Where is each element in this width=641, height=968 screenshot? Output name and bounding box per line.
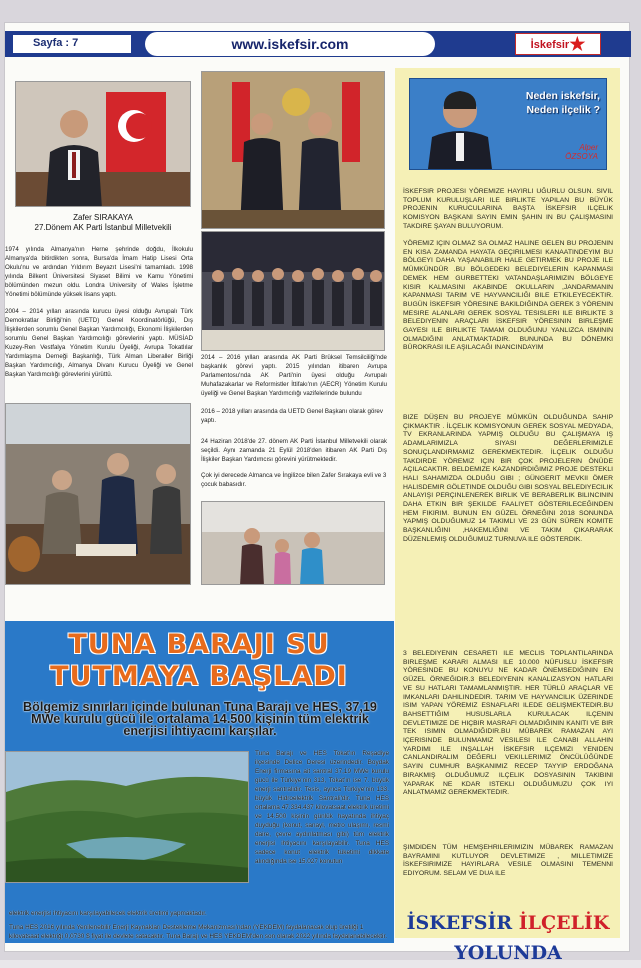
opinion-paragraph-4: 3 BELEDIYENIN CESARETI ILE MECLIS TOPLANTILARINDA BIRLEŞME KARARI ALMASI ILE 10.000 NÜFUSLU İSKEFSIR YÖRESINDE BU KONUYU NE KADAR ÖNEMSEDIĞININ EN GÜZEL ÖRNEĞIDIR.3 BELEDIYENIN KANALIZASYON HATLARI VE SU HATLARI TAMAMLANMIŞTIR. HER TÜRLÜ ARAÇLAR VE IMKANLARI DAHILINDEDIR. TARIM VE HAYVANCILIK ÜZERINDE ISIM YAPAN YÖREMIZ ESNAFLARI ILEDE GELIŞMEKTEDIR.BU BAHSETTIĞIM HUSUSLARLA KURULACAK ILÇENIN DEVLETIMIZE DE HIÇBIR MASRAFI OLMADIĞININ KANITI VE BIR TEK ISIMIN OLMADIĞIDIR.BU MÜBAREK RAMAZAN AYI IÇERISINDE BULUNMAMIZ VESILESI ILE CANABI ALLAHIN YARDIMI ILE INŞALLAH İSKEFSIR ILÇEMIZI YENIDEN CANLANDIRALIM DEĞERLI VEKILLERIMIZ ÖNCÜLÜĞÜNDE SAYIN CUMHUR BAŞKANIMIZ RECEP TAYYIP ERDOĞANA BIRAKMIŞ OLDUĞUMUZ ILÇELIK DOSYASININ TAKIBINI YAPARAK NE KDAR ISTEKLI OLDUĞUMUZU ÇOK IYI ANLATMAMIZ GEREKMEKTEDIR.: [403, 650, 613, 797]
group-photo: [201, 231, 385, 351]
person-name: Zafer SIRAKAYA: [73, 213, 133, 222]
page-number: Sayfa : 7: [13, 35, 131, 53]
banner-question-2: Neden ilçelik ?: [526, 104, 600, 116]
headline-line-1: TUNA BARAJI SU: [68, 629, 330, 660]
slogan-part-1: İSKEFSİR: [406, 912, 519, 934]
header-bar: [5, 31, 631, 57]
opinion-column: [395, 68, 620, 938]
opinion-paragraph-3: BIZE DÜŞEN BU PROJEYE MÜMKÜN OLDUĞUNDA SAHIP ÇIKMAKTIR . İLÇELIK KOMISYONUN GEREK SOSYAL MEDYADA, TV EKRANLARINDA YAPMIŞ OLDUĞU BU ÇALIŞMAYA IŞ ADAMLARIMIZLA SIYASI DEĞERLERIMIZLE SONUÇLANDIRMAMIZ GEREKMEKTEDIR. İLÇELIK OLDUĞU TAKDIRDE YÖREMIZ IÇIN BIR ÇOK PROJELERIN ÖNÜDE AÇILACAKTIR. BELDEMIZE KAZANDIRDIĞIMIZ PROJE DESTEKLI HALI SAHAMIZDA OLDUĞU GIBI ; GÜNGERIT MEVKII ÖMER HALISDEMIR GÖLETINDE OLDUĞU GIBI SOSYAL BELEDIYECILIK ANLAYIŞI PERÇINLENEREK BIRLIK VE BERABERLIK BILINCININ DAHA ETKIN BIR ŞEKILDE FAALIYET GÖSTERILECEĞINDEN HEM FIKIRIM. BUNUN EN GÜZEL ÖRNEĞINI 2018 SONUNDA YAPMIŞ OLDUĞUMUZ 14 TAKIMLI VE 23 GÜN SÜREN KOMITE BAŞKANLIĞINI ,HAKEMLIĞINI VE TAKIM ÇIKARARAK DÜZENLEMIŞ OLDUĞUMUZ TURNUVA ILE GÖSTERDIK.: [403, 414, 613, 543]
tuna-dam-article: [5, 621, 394, 943]
dam-landscape-photo: [5, 751, 249, 883]
opinion-paragraph-1: İSKEFSIR PROJESI YÖREMIZE HAYIRLI UĞURLU OLSUN. SIVIL TOPLUM KURULUŞLARI ILE BIRLIKTE YAPILAN BU BÜYÜK PROJENIN KURUCULARINA BAŞTA İSKEFSIR ILÇELIK KOMISYON BAŞKANI SAYIN EMIN ŞAHIN IN BU ÇALIŞMASINI TAKDIRE ŞAYAN BULUYORUM.: [403, 188, 613, 230]
market-photo: [5, 403, 191, 585]
bio-paragraph-5: 24 Haziran 2018'de 27. dönem AK Parti İstanbul Milletvekili olarak seçildi. Aynı zamanda 21 Eylül 2018'den itibaren AK Parti Dış İlişkiler Başkan Yardımcısı görevini yürütmektedir.: [201, 438, 387, 463]
children-photo: [201, 501, 385, 585]
bio-paragraph-1: 1974 yılında Almanya'nın Herne şehrinde doğdu, İlkokulu Almanya'da bitirdikten sonra, Bursa'da İmam Hatip Lisesi Orta Okulu'nu ve ardından Yıldırım Beyazıt Lisesi'ni tamamladı. 1998 yılında Bilkent Üniversitesi Siyaset Bilimi ve Kamu Yönetimi bölümünden mezun oldu. Londra University of Wales İşletme Yönetimi bölümünde yüksek lisans yaptı.: [5, 246, 193, 298]
article-body-2: elektrik enerjisi ihtiyacını karşılayabilecek elektrik üretimi yapmaktadır.: [9, 910, 207, 917]
bio-paragraph-4: 2016 – 2018 yılları arasında da UETD Genel Başkanı olarak görev yaptı.: [201, 408, 383, 424]
star-icon: ★: [569, 34, 586, 54]
iskefsir-logo: [515, 33, 601, 55]
bio-paragraph-3: 2014 – 2016 yılları arasında AK Parti Brüksel Temsilciliği'nde başkanlık görevi yaptı. 2015 yılından itibaren Avrupa Parlamentosu'nda AK Parti'nin üyesi olduğu Avrupalı Muhafazakarlar ve Reformistler İttifakı'nın (AECR) Yönetim Kurulu üyeliği ve Genel Başkan Yardımcılığı vazifelerinde bulundu: [201, 354, 387, 397]
slogan: [397, 908, 619, 964]
headline-line-2: TUTMAYA BAŞLADI: [50, 661, 348, 692]
logo-text: İskefsir: [530, 39, 570, 51]
author-banner: [409, 78, 607, 170]
bio-paragraph-2: 2004 – 2014 yılları arasında kurucu üyesi olduğu Avrupalı Türk Demokratlar Birliği'nin (UETD) Genel Koordinatörlüğü, Dış İlişkilerden sorumlu Genel Başkan Yardımcılığı, Ekonomi İlişkilerden sorumlu Genel Başkan Yardımcılığı görevlerini yaptı. MÜSİAD Kuzey-Ren Vestfalya Yönetim Kurulu Üyeliği, Avrupa Tokatlılar Yardımlaşma Derneği Başkanlığı, Türk Alman Liberaller Birliği Başkan Yardımcılığı, Almanya Divanı Kurucu Üyeliği ve Genel Başkan Yardımcılığı görevlerini yürüttü.: [5, 308, 193, 378]
author-photo: [420, 79, 500, 169]
opinion-paragraph-2: YÖREMIZ IÇIN OLMAZ SA OLMAZ HALINE GELEN BU PROJENIN EN KISA ZAMANDA HAYATA GEÇIRILMESI KANAATINDEYIM BU BÖLGEYI DAHA YAŞANABILIR HALE GETIRMEK BU PROJE ILE MÜMKÜNDÜR .BU BÖLGEDEKI BELEDIYELERIN KAPANMASI DEMEK HEM GURBETTEKI VATANDAŞLARIMIZIN BÖLGEYE KISIR KALMASINI AKABINDE OKULLARIN ,JANDARMANIN KAPANMASI TARIM VE HAYVANCILIĞI BILE ETKILEYECEKTIR. BUGÜN İSKEFSIR YÖRESINE BAKILDIĞINDA GEREK 3 YÖRENIN MESIRE ALANLARI GEREK SOSYAL TESISLERI ILE BIRLIKTE 3 BELEDIYENIN ARAÇLARI İSKEFSIR YÖRESININ BIRLEŞME GAYESI ILE BIRLIKTE TAMAM OLDUĞUNU YANLIZCA ISMININ OLMADIĞINI ANLATMAKTADIR. BUNUNDA BU DÖNEMKI BÜROKRASI ILE AŞILACAĞI INANCINDAYIM: [403, 240, 613, 352]
banner-question-1: Neden iskefsir,: [525, 90, 600, 102]
opinion-paragraph-5: ŞIMDIDEN TÜM HEMŞEHRILERIMIZIN MÜBAREK RAMAZAN BAYRAMINI KUTLUYOR DEVLETIMIZE , MILLETIMIZE İSKEFSIRIMIZE HAYIRLARA VESILE OLMASINI TEMENNI EDIYORUM. SELAM VE DUA ILE: [403, 844, 613, 878]
article-subheadline: Bölgemiz sınırları içinde bulunan Tuna Barajı ve HES, 37,19 MWe kurulu gücü ile ortalama 14.500 kişinin tüm elektrik enerjisi ihtiyacını karşılar.: [23, 700, 377, 738]
newspaper-page: [4, 22, 630, 964]
author-first-name: Alper: [579, 143, 598, 152]
portrait-caption: [15, 213, 191, 233]
portrait-photo: [15, 81, 191, 207]
slogan-part-2: İLÇELİK: [518, 912, 610, 934]
article-body-1: Tuna Barajı ve HES Tokat'ın Reşadiye ilçesinde Delice Deresi üzerindedir. Boydak Enerji firmasına ait santral 37,19 MWe kurulu gücü ile Türkiye'nin 313, Tokat'ın ise 7. büyük enerji santralidir. Tesis, ayrıca Türkiye'nin 133. büyük Hidroelektrik Santrali'dir. Tuna HES ortalama 47.334.437 kilovatsaat elektrik üretimi ve 14.500 kişinin günlük hayatında ihtiyaç duyduğu (konut, sanayi, metro ulaşımı, resmi daire, çevre aydınlatması gibi) tüm elektrik enerjisi ihtiyacını karşılayabilir. Tuna HES sadece konut elektrik tüketimi dikkate alındığında ise 15.027 konutun: [255, 750, 389, 865]
article-body-3: Tuna HES 2016 yılında Yenilenebilir Enerji Kaynakları Destekleme Mekanizması'ndan (YEKDEM) faydalanacak olup üretilği 1 kilovatsaat elektriği 0,0730 $ fiyat ile devlete satacaktır. Tuna Barajı ve HES YEKDEM'den son olarak 2022 yılında faydalanabilecektir.: [9, 924, 388, 940]
person-title: 27.Dönem AK Parti İstanbul Milletvekili: [34, 223, 172, 232]
erdogan-photo: [201, 71, 385, 229]
site-url[interactable]: www.iskefsir.com: [145, 32, 435, 56]
bio-paragraph-6: Çok iyi derecede Almanca ve İngilizce bilen Zafer Sırakaya evli ve 3 çocuk babasıdır.: [201, 472, 387, 488]
author-last-name: ÖZSOYA: [565, 152, 598, 161]
slogan-part-3: YOLUNDA: [454, 942, 562, 964]
